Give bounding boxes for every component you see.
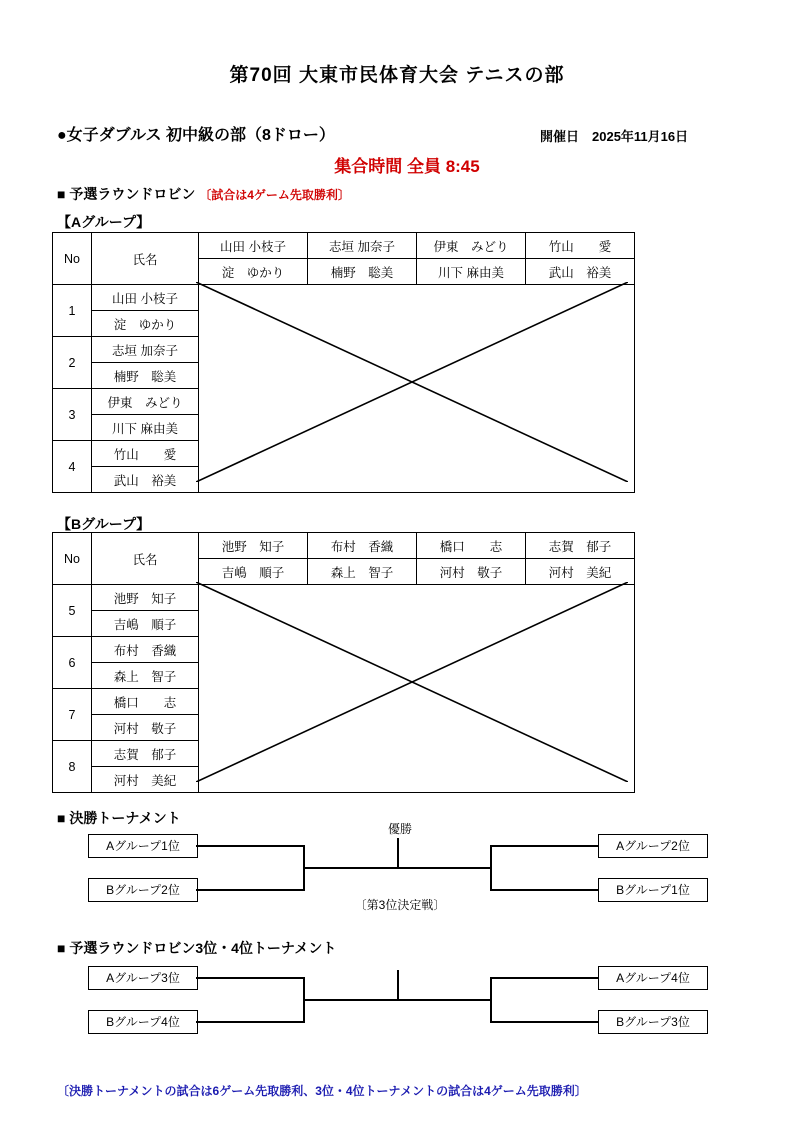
bracket-line <box>490 845 598 847</box>
table-row <box>53 585 635 611</box>
row-no-3: 3 <box>53 389 92 441</box>
match-grid-a <box>199 285 635 493</box>
header-name: 氏名 <box>92 533 199 585</box>
round-robin-heading-text: ■ 予選ラウンドロビン <box>57 186 196 202</box>
row-team-6-p2: 森上 智子 <box>92 663 199 689</box>
row-team-1-p1: 山田 小枝子 <box>92 285 199 311</box>
row-team-7-p1: 橋口 志 <box>92 689 199 715</box>
column-team-4-p2: 武山 裕美 <box>526 259 635 285</box>
row-team-2-p2: 楠野 聡美 <box>92 363 199 389</box>
group-b-label: 【Bグループ】 <box>57 516 151 532</box>
consolation-left-top: Aグループ3位 <box>88 966 198 990</box>
page-title: 第70回 大東市民体育大会 テニスの部 <box>229 65 565 86</box>
header-no: No <box>53 233 92 285</box>
round-robin-heading <box>57 184 350 204</box>
champion-stem <box>397 838 399 868</box>
row-team-1-p2: 淀 ゆかり <box>92 311 199 337</box>
row-no-1: 1 <box>53 285 92 337</box>
row-team-4-p2: 武山 裕美 <box>92 467 199 493</box>
event-category: ●女子ダブルス 初中級の部（8ドロー） <box>57 127 335 144</box>
group-b-table <box>52 532 635 793</box>
column-team-3-p2: 川下 麻由美 <box>417 259 526 285</box>
consolation-right-top: Aグループ4位 <box>598 966 708 990</box>
final-tournament-heading: ■ 決勝トーナメント <box>57 810 181 826</box>
bracket-line <box>196 977 304 979</box>
match-grid-b <box>199 585 635 793</box>
row-team-5-p2: 吉嶋 順子 <box>92 611 199 637</box>
row-team-4-p1: 竹山 愛 <box>92 441 199 467</box>
bracket-line <box>490 977 598 979</box>
bracket-line <box>398 999 492 1001</box>
bracket-line <box>196 889 304 891</box>
column-team-3-p2: 河村 敬子 <box>417 559 526 585</box>
row-no-6: 6 <box>53 637 92 689</box>
final-right-bottom: Bグループ1位 <box>598 878 708 902</box>
final-left-bottom: Bグループ2位 <box>88 878 198 902</box>
row-team-3-p2: 川下 麻由美 <box>92 415 199 441</box>
bracket-line <box>196 845 304 847</box>
column-team-1-p1: 池野 知子 <box>199 533 308 559</box>
meeting-time <box>0 152 794 177</box>
column-team-3-p1: 伊東 みどり <box>417 233 526 259</box>
column-team-1-p2: 淀 ゆかり <box>199 259 308 285</box>
row-no-4: 4 <box>53 441 92 493</box>
consolation-left-bottom: Bグループ4位 <box>88 1010 198 1034</box>
final-right-top: Aグループ2位 <box>598 834 708 858</box>
column-team-4-p1: 志賀 郁子 <box>526 533 635 559</box>
event-date: 開催日 2025年11月16日 <box>540 129 689 144</box>
row-team-2-p1: 志垣 加奈子 <box>92 337 199 363</box>
third-place-label: 〔第3位決定戦〕 <box>354 898 446 912</box>
champion-label: 優勝 <box>387 822 412 836</box>
footnote: 〔決勝トーナメントの試合は6ゲーム先取勝利、3位・4位トーナメントの試合は4ゲーム先取勝利〕 <box>57 1084 587 1098</box>
row-no-7: 7 <box>53 689 92 741</box>
column-team-3-p1: 橋口 志 <box>417 533 526 559</box>
consolation-stem <box>397 970 399 1000</box>
bracket-line <box>196 1021 304 1023</box>
row-team-8-p1: 志賀 郁子 <box>92 741 199 767</box>
row-no-2: 2 <box>53 337 92 389</box>
row-team-7-p2: 河村 敬子 <box>92 715 199 741</box>
final-left-top: Aグループ1位 <box>88 834 198 858</box>
header-name: 氏名 <box>92 233 199 285</box>
column-team-2-p1: 布村 香織 <box>308 533 417 559</box>
table-row <box>53 285 635 311</box>
row-team-5-p1: 池野 知子 <box>92 585 199 611</box>
group-a-table <box>52 232 635 493</box>
row-no-8: 8 <box>53 741 92 793</box>
column-team-4-p1: 竹山 愛 <box>526 233 635 259</box>
column-team-2-p1: 志垣 加奈子 <box>308 233 417 259</box>
column-team-2-p2: 楠野 聡美 <box>308 259 417 285</box>
bracket-line <box>490 889 598 891</box>
column-team-1-p2: 吉嶋 順子 <box>199 559 308 585</box>
row-no-5: 5 <box>53 585 92 637</box>
row-team-8-p2: 河村 美紀 <box>92 767 199 793</box>
column-team-4-p2: 河村 美紀 <box>526 559 635 585</box>
round-robin-note: 〔試合は4ゲーム先取勝利〕 <box>199 188 350 202</box>
bracket-line <box>398 867 492 869</box>
group-a-label: 【Aグループ】 <box>57 214 151 230</box>
row-team-3-p1: 伊東 みどり <box>92 389 199 415</box>
consolation-right-bottom: Bグループ3位 <box>598 1010 708 1034</box>
table-header-row <box>53 533 635 559</box>
column-team-2-p2: 森上 智子 <box>308 559 417 585</box>
consolation-heading: ■ 予選ラウンドロビン3位・4位トーナメント <box>57 940 337 956</box>
header-no: No <box>53 533 92 585</box>
bracket-line <box>490 1021 598 1023</box>
column-team-1-p1: 山田 小枝子 <box>199 233 308 259</box>
meeting-time-text: 集合時間 全員 8:45 <box>334 157 480 176</box>
row-team-6-p1: 布村 香織 <box>92 637 199 663</box>
table-header-row <box>53 233 635 259</box>
